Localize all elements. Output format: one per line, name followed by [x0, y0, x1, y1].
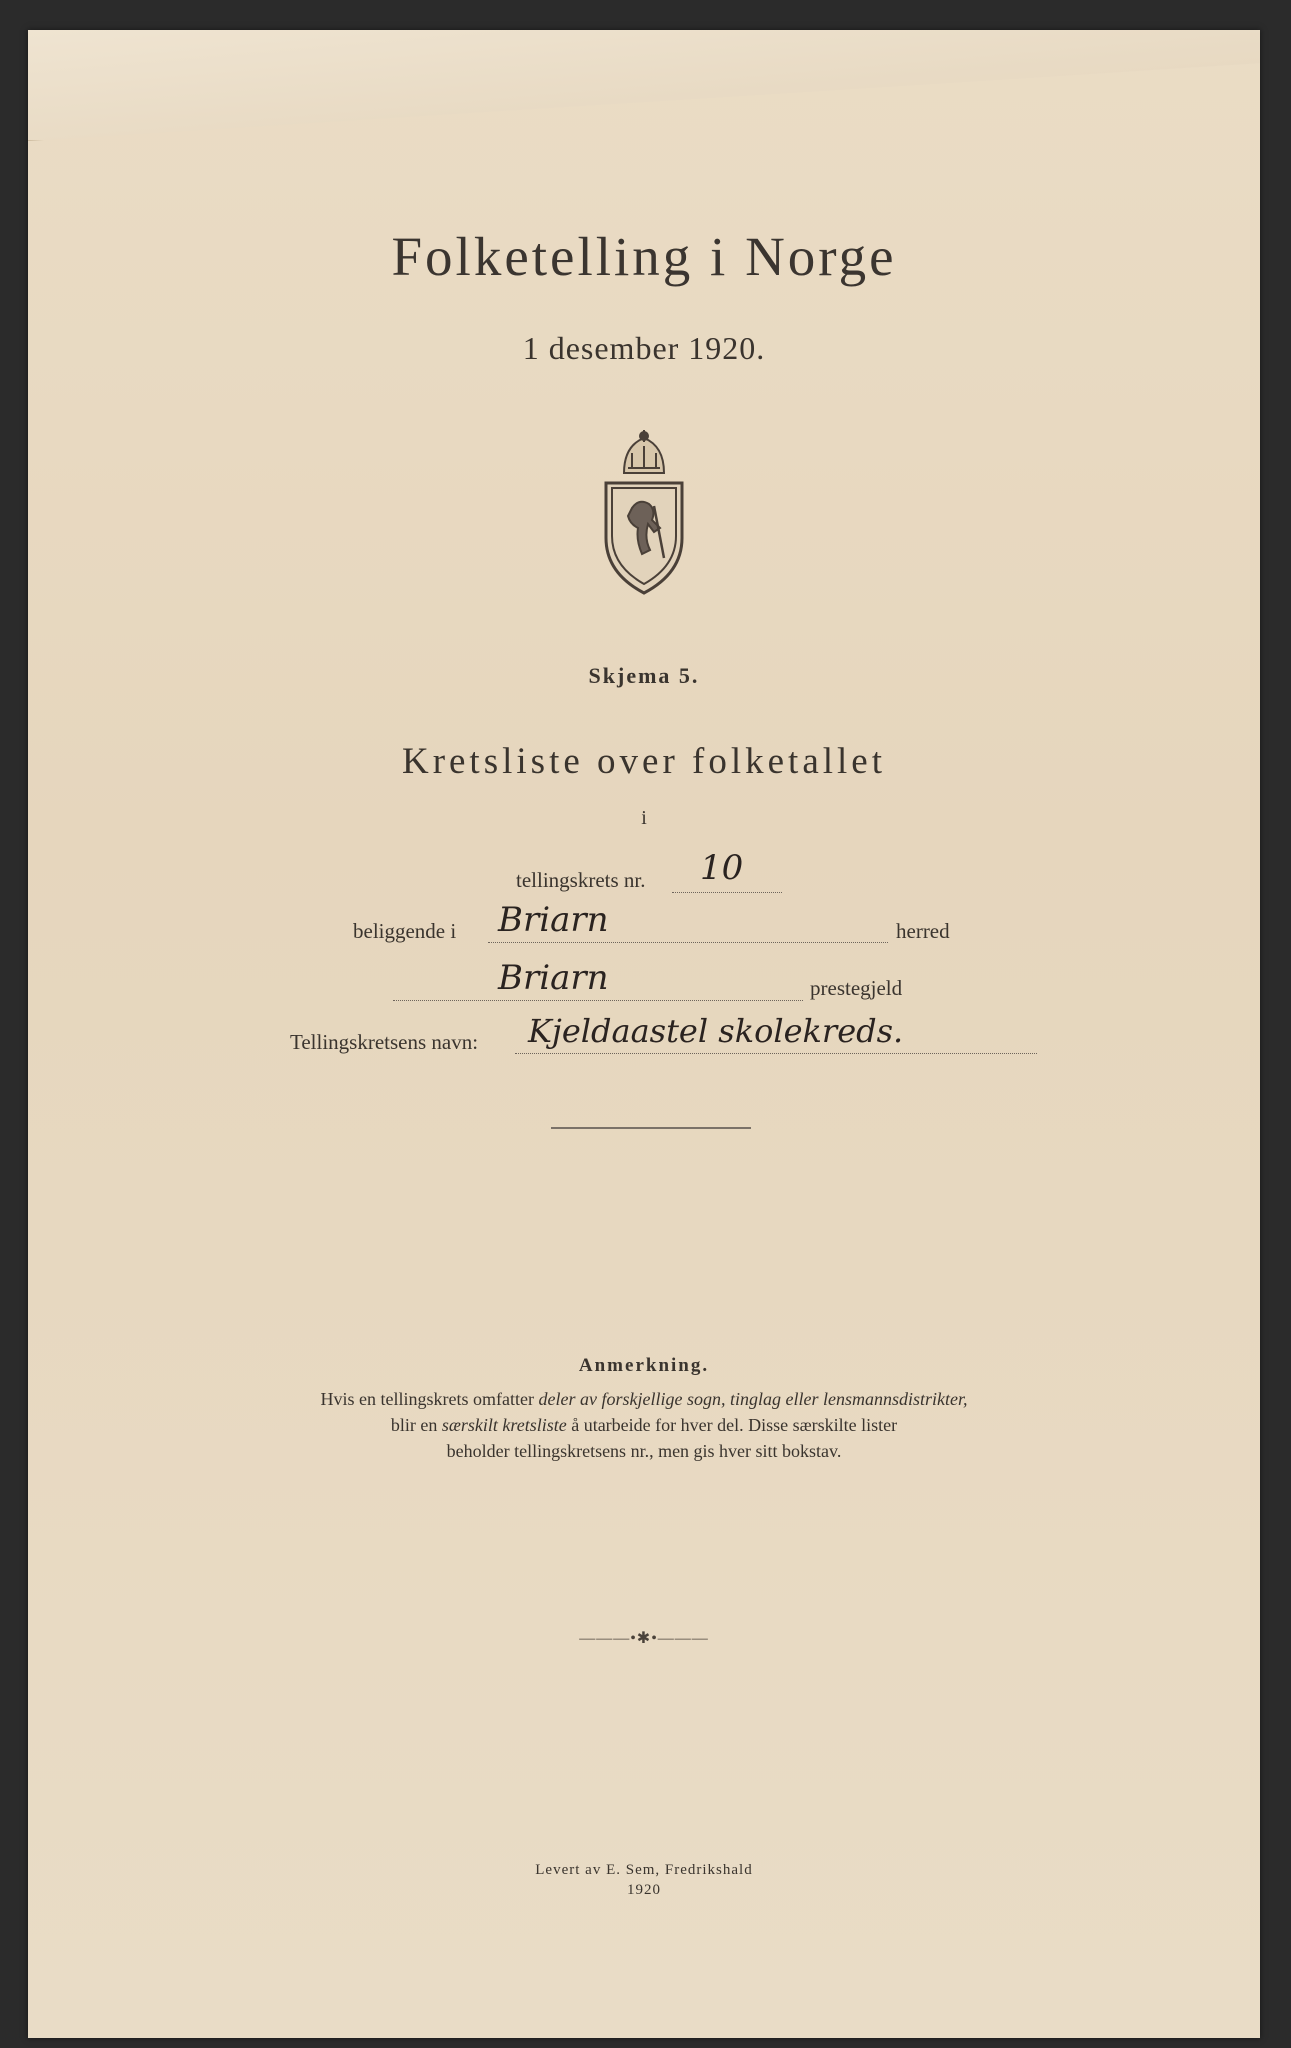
- parish-label: prestegjeld: [810, 976, 903, 1000]
- norwegian-coat-of-arms-icon: [594, 428, 694, 598]
- herred-value: Briarn: [498, 900, 609, 940]
- parish-value: Briarn: [498, 958, 609, 998]
- note-heading: Anmerkning.: [578, 1355, 710, 1376]
- folded-corner: [28, 30, 1260, 141]
- parish-line: [393, 1000, 803, 1001]
- census-form-page: [28, 30, 1260, 2038]
- district-name-line: [515, 1053, 1037, 1054]
- form-heading: Kretsliste over folketallet: [401, 741, 887, 782]
- district-number-line: [672, 892, 782, 893]
- located-in-label: beliggende i: [353, 919, 457, 943]
- note-line-3: beholder tellingskretsens nr., men gis hver sitt bokstav.: [446, 1441, 842, 1461]
- herred-line: [488, 942, 888, 943]
- printer-imprint: Levert av E. Sem, Fredrikshald: [535, 1862, 753, 1878]
- note-text: [178, 1386, 1110, 1464]
- divider-rule: [551, 1127, 751, 1129]
- district-name-label: Tellingskretsens navn:: [290, 1030, 479, 1054]
- district-number-label: tellingskrets nr.: [516, 868, 646, 892]
- district-number-value: 10: [700, 848, 744, 888]
- note-line-1: Hvis en tellingskrets omfatter deler av forskjellige sogn, tinglag eller lensmannsdistrikter,: [320, 1389, 968, 1409]
- ornament-divider: ———•✱•———: [579, 1630, 709, 1647]
- note-line-2: blir en særskilt kretsliste å utarbeide for hver del. Disse særskilte lister: [390, 1415, 898, 1435]
- district-name-value: Kjeldaastel skolekreds.: [528, 1012, 904, 1050]
- census-date: 1 desember 1920.: [522, 330, 766, 366]
- schema-number: Skjema 5.: [588, 663, 700, 688]
- page-title: Folketelling i Norge: [391, 226, 897, 287]
- printer-year: 1920: [627, 1882, 661, 1898]
- herred-label: herred: [896, 919, 950, 943]
- connector-text: i: [641, 807, 647, 829]
